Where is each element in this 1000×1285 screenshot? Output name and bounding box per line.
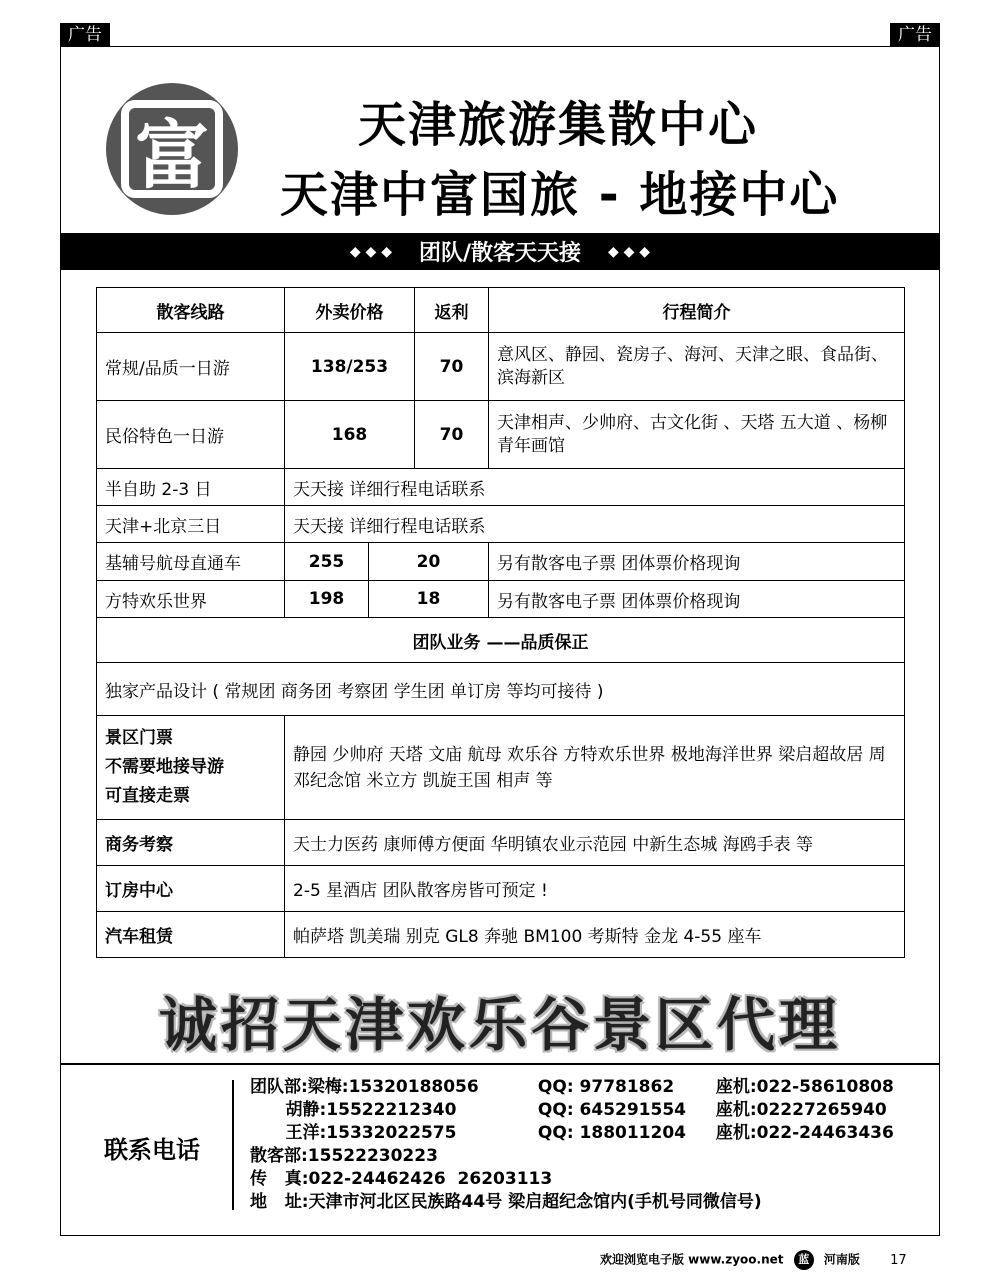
route-price: 168 (285, 401, 415, 469)
table-row (97, 333, 905, 401)
title-line-2: 天津中富国旅 - 地接中心 (280, 167, 840, 223)
group-section-row (97, 618, 905, 663)
contact-qq: QQ: 97781862 (537, 1077, 675, 1097)
contact-qq: QQ: 188011204 (537, 1123, 686, 1143)
contact-line (250, 1099, 887, 1122)
route-price: 198 (285, 581, 369, 618)
table-row (97, 469, 905, 506)
booking-desc: 2-5 星酒店 团队散客房皆可预定 ! (285, 866, 905, 912)
route-info: 天天接 详细行程电话联系 (285, 469, 905, 506)
business-desc: 天士力医药 康师傅方便面 华明镇农业示范园 中新生态城 海鸥手表 等 (285, 820, 905, 866)
contact-label: 联系电话 (104, 1136, 200, 1164)
route-desc: 另有散客电子票 团体票价格现询 (489, 543, 905, 581)
route-rebate: 18 (369, 581, 489, 618)
agent-recruit-slogan: 诚招天津欢乐谷景区代理 (158, 991, 841, 1059)
route-name: 方特欢乐世界 (97, 581, 285, 618)
header-desc: 行程简介 (489, 288, 905, 333)
table-row (97, 543, 905, 581)
title-line-1: 天津旅游集散中心 (358, 97, 759, 153)
contact-name-phone: 胡静:15522212340 (250, 1100, 457, 1120)
routes-table (96, 287, 905, 958)
route-price: 255 (285, 543, 369, 581)
table-row (97, 401, 905, 469)
scatter-dept: 散客部:15522230223 (250, 1146, 438, 1166)
contact-line (250, 1122, 894, 1145)
car-row (97, 912, 905, 958)
header-rebate: 返利 (415, 288, 489, 333)
contact-landline: 座机:022-24463436 (715, 1123, 894, 1143)
footer-text: 欢迎浏览电子版 www.zyoo.net (600, 1252, 784, 1267)
tickets-row (97, 716, 905, 820)
table-row (97, 581, 905, 618)
tickets-label (97, 716, 285, 820)
header-price: 外卖价格 (285, 288, 415, 333)
booking-row (97, 866, 905, 912)
route-rebate: 70 (415, 333, 489, 401)
route-name: 民俗特色一日游 (97, 401, 285, 469)
route-rebate: 20 (369, 543, 489, 581)
route-desc: 意风区、静园、瓷房子、海河、天津之眼、食品街、滨海新区 (489, 333, 905, 401)
route-name: 常规/品质一日游 (97, 333, 285, 401)
route-info: 天天接 详细行程电话联系 (285, 506, 905, 543)
tickets-label-line: 可直接走票 (105, 786, 190, 806)
route-name: 半自助 2-3 日 (97, 469, 285, 506)
address: 地 址:天津市河北区民族路44号 梁启超纪念馆内(手机号同微信号) (250, 1192, 762, 1212)
lan-badge-icon: 蓝 (794, 1250, 814, 1270)
banner-text: 团队/散客天天接 (418, 241, 582, 266)
contact-landline: 座机:02227265940 (715, 1100, 887, 1120)
tickets-label-line: 景区门票 (105, 728, 173, 748)
exclusive-text: 独家产品设计 ( 常规团 商务团 考察团 学生团 单订房 等均可接待 ) (97, 663, 905, 716)
table-row (97, 506, 905, 543)
route-price: 138/253 (285, 333, 415, 401)
tickets-desc: 静园 少帅府 天塔 文庙 航母 欢乐谷 方特欢乐世界 极地海洋世界 梁启超故居 周邓纪念馆 米立方 凯旋王国 相声 等 (285, 716, 905, 820)
table-header-row (97, 288, 905, 333)
route-desc: 天津相声、少帅府、古文化街 、天塔 五大道 、杨柳青年画馆 (489, 401, 905, 469)
contact-name-phone: 王洋:15332022575 (250, 1123, 457, 1143)
logo-char: 富 (135, 113, 209, 199)
contact-line (250, 1076, 894, 1099)
header-route: 散客线路 (97, 288, 285, 333)
contact-qq: QQ: 645291554 (537, 1100, 686, 1120)
footer (600, 1250, 907, 1270)
diamond-icons-right: ◆ ◆ ◆ (608, 243, 651, 260)
route-name: 天津+北京三日 (97, 506, 285, 543)
vertical-divider (232, 1080, 234, 1210)
tickets-label-line: 不需要地接导游 (105, 757, 224, 777)
car-desc: 帕萨塔 凯美瑞 别克 GL8 奔驰 BM100 考斯特 金龙 4-55 座车 (285, 912, 905, 958)
group-section-title: 团队业务 ——品质保正 (97, 618, 905, 663)
exclusive-row (97, 663, 905, 716)
ad-tag-left: 广告 (60, 23, 110, 47)
business-row (97, 820, 905, 866)
ad-tag-right: 广告 (890, 23, 940, 47)
car-label: 汽车租赁 (97, 912, 285, 958)
page-number: 17 (890, 1252, 907, 1268)
divider (61, 1063, 939, 1065)
contact-landline: 座机:022-58610808 (715, 1077, 894, 1097)
booking-label: 订房中心 (97, 866, 285, 912)
contact-name-phone: 团队部:梁梅:15320188056 (250, 1077, 479, 1097)
footer-edition: 河南版 (823, 1252, 860, 1267)
fu-logo-icon (103, 82, 241, 216)
route-rebate: 70 (415, 401, 489, 469)
fax: 传 真:022-24462426 26203113 (250, 1169, 553, 1189)
banner (61, 233, 939, 270)
diamond-icons-left: ◆ ◆ ◆ (349, 243, 392, 260)
route-name: 基辅号航母直通车 (97, 543, 285, 581)
business-label: 商务考察 (97, 820, 285, 866)
route-desc: 另有散客电子票 团体票价格现询 (489, 581, 905, 618)
